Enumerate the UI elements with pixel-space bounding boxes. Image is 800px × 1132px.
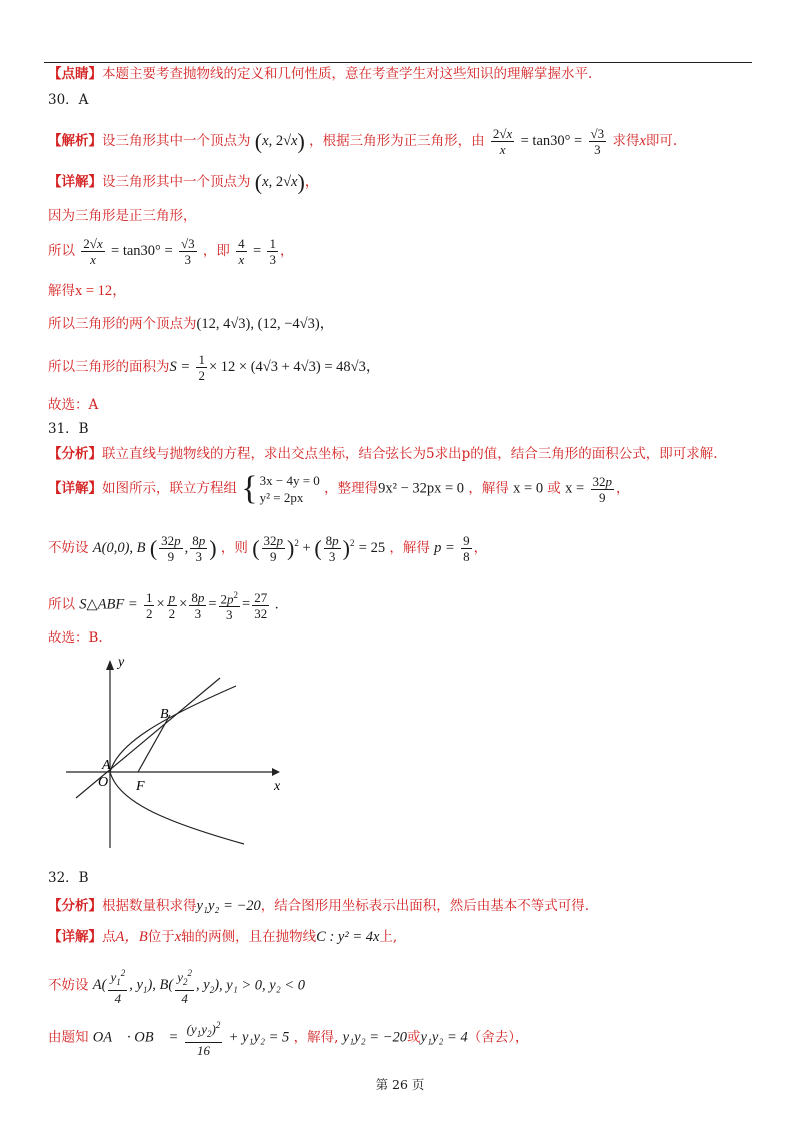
frac-2sqrtx-over-x: $\frac{2√x}{x}$ [492, 126, 513, 157]
shang: 上, [379, 929, 398, 945]
o-label: O [98, 775, 109, 790]
shequ: （舍去）， [467, 1029, 529, 1046]
sol2: y₁y₂ = 4 [420, 1029, 468, 1046]
bufang-math-31: A(0,0), B [92, 540, 146, 556]
root1: x = 0 [513, 480, 544, 497]
q30-xiangjie [48, 169, 320, 195]
xiangjie-text-31: 如图所示，联立方程组 [102, 480, 237, 497]
dot-product: OA⃗ · OB⃗ = [92, 1029, 179, 1046]
root2-lhs: x = [565, 480, 585, 497]
vertex-coord: (x, 2√x) [254, 128, 305, 154]
jiede-32: ，解得, [293, 1029, 339, 1046]
fenxi-text-32b: ，结合图形用坐标表示出面积，然后由基本不等式可得. [260, 898, 590, 914]
f-label: F [136, 779, 145, 794]
jiexi-text-2: ，根据三角形为正三角形，由 [309, 133, 485, 149]
bufang-32: 不妨设 [48, 977, 89, 994]
a-label: A [102, 758, 111, 773]
area-period: . [274, 596, 279, 613]
dianjing-text: 本题主要考查抛物线的定义和几何性质，意在考查学生对这些知识的理解掌握水平. [102, 66, 593, 82]
xiangjie-text-1: 设三角形其中一个顶点为 [102, 174, 251, 190]
mianji-s: S = [169, 359, 191, 375]
q32-number: 32．B [48, 870, 89, 886]
area-line-31 [48, 588, 278, 622]
dingdian-math: (12, 4√3), (12, −4√3)， [196, 316, 335, 332]
q31-fenxi [48, 444, 718, 464]
frac-1-3: $\frac{1}{3}$ [269, 236, 276, 267]
jiede-line [48, 281, 127, 301]
fenxi-text: 联立直线与抛物线的方程，求出交点坐标，结合弦长为5求出p的值，结合三角形的面积公式，即可求解. [102, 446, 718, 462]
y-axis-arrow [106, 660, 114, 670]
area-expr: $\frac{1}{2}$ × $\frac{p}{2}$ × $\frac{8p}{3}$ = $\frac{2p^2}{3}$ = $\frac{27}{32}$ [145, 589, 268, 623]
huo-32: 或 [406, 1029, 421, 1046]
x-label: x [274, 779, 281, 794]
dot-rhs: + y₁y₂ = 5 [228, 1029, 290, 1046]
q30-number: 30．A [48, 92, 89, 108]
q31-number: 31．B [48, 421, 89, 437]
frac-4-x: $\frac{4}{x}$ [238, 236, 245, 267]
youti: 由题知 [48, 1029, 89, 1046]
vertex-coord-2: (x, 2√x)， [254, 169, 320, 195]
jiexi-text-4: 即可. [645, 133, 678, 149]
b-label: B [160, 707, 169, 722]
jiexi-text-3: 求得 [612, 133, 640, 149]
parabola-eq: C : y² = 4x [316, 929, 380, 945]
eq25: = 25 [358, 540, 386, 556]
frac-y1y2-sq-16: $\frac{(y_1y_2)^2}{16}$ [186, 1020, 221, 1058]
jiexi-var: x [639, 133, 646, 149]
frac-9-8: $\frac{9}{8}$ [463, 533, 470, 564]
q32-xiangjie [48, 927, 397, 947]
huo-31: 或 [547, 480, 561, 497]
q31-xiangjie [48, 472, 630, 506]
comma: ， [279, 243, 294, 259]
xj32-5: 轴的两侧，且在抛物线 [181, 929, 317, 945]
equation-system: { 3x − 4y = 0 y² = 2px [241, 470, 320, 507]
b-coords: ( $\frac{32p}{9}$ , $\frac{8p}{3}$ ) [149, 533, 217, 565]
xj32-3: 位于 [147, 929, 175, 945]
jiede-p: ，解得 [389, 540, 430, 556]
sol1: y₁y₂ = −20 [342, 1029, 407, 1046]
ab-coords: A( $\frac{y_1^2}{4}$ , $y_1$), B( $\frac{y_2^2}{4}$ , $y_2$) [92, 968, 220, 1006]
fenxi-text-32a: 根据数量积求得 [102, 898, 197, 914]
comma-p: ， [473, 540, 488, 556]
dianjing-tag: 【点睛】 [48, 66, 102, 82]
frac-sqrt3-3-b: $\frac{√3}{3}$ [180, 236, 195, 267]
ji-text: ，即 [202, 243, 230, 259]
fenxi-tag-32: 【分析】 [48, 898, 102, 914]
xj32-2: A，B [115, 929, 148, 945]
tan30-eq-b: = tan30° = [111, 243, 173, 259]
frac-sqrt3-over-3: $\frac{√3}{3}$ [590, 126, 605, 157]
youti-line [48, 1018, 528, 1058]
comma-31: ， [616, 480, 630, 497]
parabola-upper [110, 686, 236, 772]
xiangjie-tag-32: 【详解】 [48, 929, 102, 945]
q31-answer: 故选：B. [48, 630, 103, 646]
frac-32p-9: $\frac{32p}{9}$ [592, 473, 613, 505]
fenxi-tag: 【分析】 [48, 446, 102, 462]
jiexi-text-1: 设三角形其中一个顶点为 [102, 133, 251, 149]
area-lhs: S△ABF = [79, 596, 138, 613]
dingdian-text: 所以三角形的两个顶点为 [48, 316, 197, 332]
mianji-text: 所以三角形的面积为 [48, 359, 170, 375]
xj32-1: 点 [102, 929, 116, 945]
bufang-tail: , y₁ > 0, y₂ < 0 [219, 977, 306, 994]
suoyi-31: 所以 [48, 596, 75, 613]
jiexi-tag: 【解析】 [48, 133, 102, 149]
y-label: y [118, 655, 125, 670]
zhengli-text: ，整理得 [324, 480, 379, 497]
frac-2sqrtx-x-b: $\frac{2√x}{x}$ [83, 236, 103, 267]
dist-eq: ( $\frac{32p}{9}$ )$^2$ + ( $\frac{8p}{3}$ )$^2$ [252, 533, 355, 565]
suoyi-text: 所以 [48, 243, 75, 259]
q30-jiexi [48, 126, 677, 157]
xiangjie-tag: 【详解】 [48, 174, 102, 190]
segment-fb [138, 715, 170, 772]
dingdian-line [48, 314, 334, 334]
page-number: 第 26 页 [375, 1077, 425, 1092]
dianjing-line [48, 64, 592, 84]
p-lhs: p = [434, 540, 455, 556]
jiede-value: x = 12， [75, 283, 127, 299]
suoyi-line [48, 236, 293, 267]
zheng-line: 因为三角形是正三角形， [48, 208, 197, 224]
parabola-lower [110, 772, 244, 844]
frac-1-2: $\frac{1}{2}$ [198, 352, 205, 383]
eq-sign: = [252, 243, 262, 259]
xiangjie-tag-31: 【详解】 [48, 480, 102, 497]
bufang-line-31 [48, 533, 487, 564]
mianji-math: × 12 × (4√3 + 4√3) = 48√3， [208, 359, 381, 375]
x-axis-arrow [272, 768, 280, 776]
eq2: y² = 2px [259, 490, 304, 505]
parabola-figure [58, 652, 288, 852]
q32-fenxi [48, 896, 589, 916]
xj32-4: x [174, 929, 182, 945]
fenxi-math-32: y₁y₂ = −20 [196, 898, 261, 914]
jiede-prefix: 解得 [48, 283, 75, 299]
jiede-31: ，解得 [468, 480, 509, 497]
zhengli-eq: 9x² − 32px = 0 [378, 480, 465, 497]
tan30-eq: = tan30° = [520, 133, 583, 149]
mianji-line [48, 352, 380, 383]
q30-answer: 故选：A [48, 397, 99, 413]
bufang-text-31: 不妨设 [48, 540, 89, 556]
ze-text: ，则 [220, 540, 248, 556]
bufang-line-32 [48, 966, 305, 1006]
eq1: 3x − 4y = 0 [259, 473, 320, 488]
top-rule [44, 62, 752, 63]
